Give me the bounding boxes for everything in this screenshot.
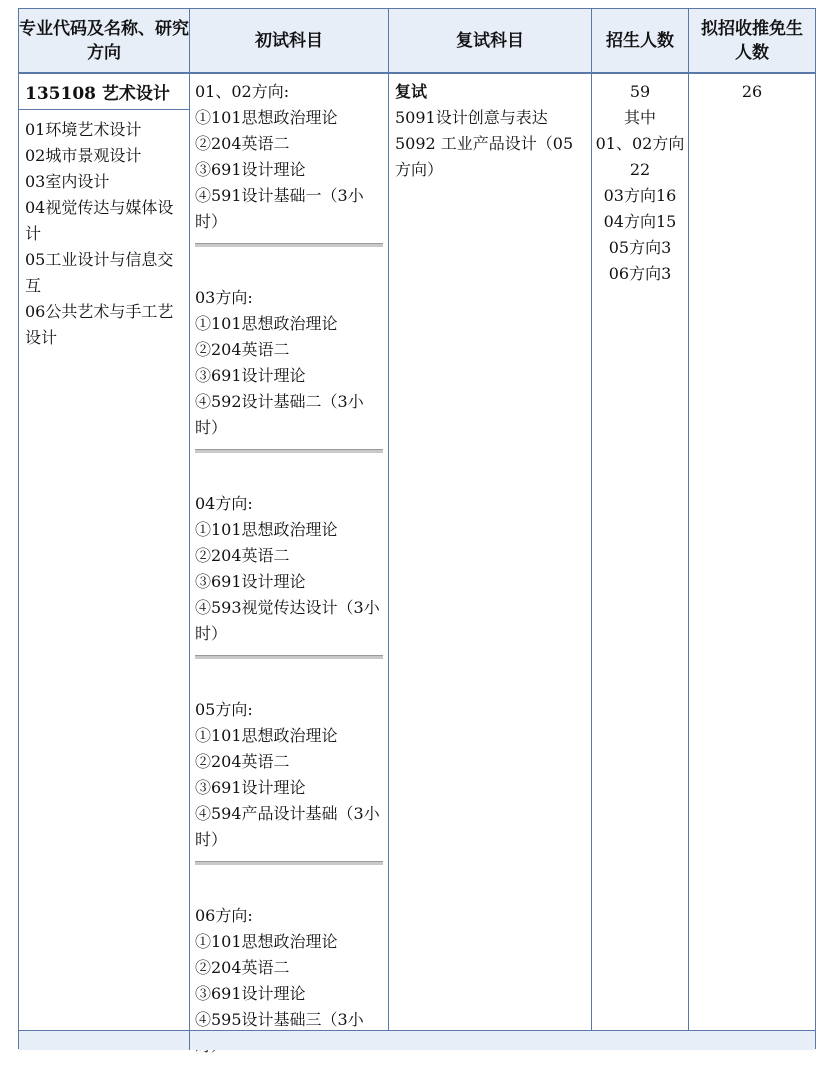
header-retest: 复试科目	[389, 9, 592, 72]
exam-subject: ④592设计基础二（3小时）	[195, 392, 364, 437]
header-enrollment: 招生人数	[592, 9, 689, 72]
divider	[195, 861, 383, 865]
first-exam-column	[195, 79, 385, 1069]
divider	[195, 655, 383, 659]
divider	[195, 243, 383, 247]
divider	[195, 449, 383, 453]
exam-subject: ①101思想政治理论	[195, 726, 338, 745]
header-major: 专业代码及名称、研究方向	[19, 9, 190, 72]
exam-block-title: 04方向:	[195, 494, 253, 513]
footer-cell	[19, 1031, 190, 1050]
direction-item: 04视觉传达与媒体设计	[25, 198, 174, 243]
enrollment-total: 59	[629, 82, 651, 101]
enrollment-line: 06方向3	[608, 264, 672, 283]
major-name: 135108 艺术设计	[25, 84, 170, 104]
direction-item: 06公共艺术与手工艺设计	[25, 302, 174, 347]
direction-list	[25, 117, 185, 351]
direction-item: 02城市景观设计	[25, 146, 142, 165]
enrollment-line: 01、02方向22	[595, 134, 685, 179]
table-footer-row	[19, 1030, 815, 1050]
exam-block-title: 06方向:	[195, 906, 253, 925]
exam-block	[195, 79, 385, 257]
exam-subject: ③691设计理论	[195, 984, 306, 1003]
retest-heading: 复试	[395, 82, 428, 101]
exam-subject: ③691设计理论	[195, 366, 306, 385]
enrollment-line: 03方向16	[603, 186, 677, 205]
enrollment-line: 04方向15	[603, 212, 677, 231]
exam-subject: ②204英语二	[195, 958, 290, 977]
exam-subject: ③691设计理论	[195, 572, 306, 591]
column-divider	[189, 72, 190, 1049]
divider	[19, 109, 189, 110]
column-divider	[388, 72, 389, 1049]
exam-subject: ④594产品设计基础（3小时）	[195, 804, 380, 849]
table-header-row	[19, 9, 815, 74]
exam-block-title: 05方向:	[195, 700, 253, 719]
exam-subject: ②204英语二	[195, 134, 290, 153]
exam-subject: ②204英语二	[195, 546, 290, 565]
header-exempt: 拟招收推免生人数	[701, 18, 803, 63]
admissions-table	[18, 8, 816, 1049]
exam-subject: ②204英语二	[195, 340, 290, 359]
retest-column	[395, 79, 587, 183]
enrollment-line: 其中	[623, 108, 656, 127]
header-first-exam: 初试科目	[190, 9, 389, 72]
enrollment-column	[592, 79, 688, 287]
exam-block-title: 03方向:	[195, 288, 253, 307]
exam-subject: ①101思想政治理论	[195, 932, 338, 951]
retest-item: 5091设计创意与表达	[395, 108, 548, 127]
exam-subject: ①101思想政治理论	[195, 108, 338, 127]
direction-item: 05工业设计与信息交互	[25, 250, 174, 295]
exam-block	[195, 257, 385, 463]
direction-item: 01环境艺术设计	[25, 120, 142, 139]
exam-block	[195, 463, 385, 669]
exam-subject: ④593视觉传达设计（3小时）	[195, 598, 380, 643]
exam-subject: ③691设计理论	[195, 778, 306, 797]
column-divider	[688, 72, 689, 1049]
exam-subject: ④595设计基础三（3小	[195, 1010, 364, 1029]
enrollment-line: 05方向3	[608, 238, 672, 257]
exam-subject: ②204英语二	[195, 752, 290, 771]
exam-subject: ③691设计理论	[195, 160, 306, 179]
exam-block-title: 01、02方向:	[195, 82, 290, 101]
exam-subject: ①101思想政治理论	[195, 520, 338, 539]
exam-subject: ①101思想政治理论	[195, 314, 338, 333]
exam-subject: ④591设计基础一（3小时）	[195, 186, 364, 231]
direction-item: 03室内设计	[25, 172, 110, 191]
retest-item: 5092 工业产品设计（05方向）	[395, 134, 574, 179]
exempt-count: 26	[741, 82, 763, 101]
exam-block	[195, 669, 385, 875]
